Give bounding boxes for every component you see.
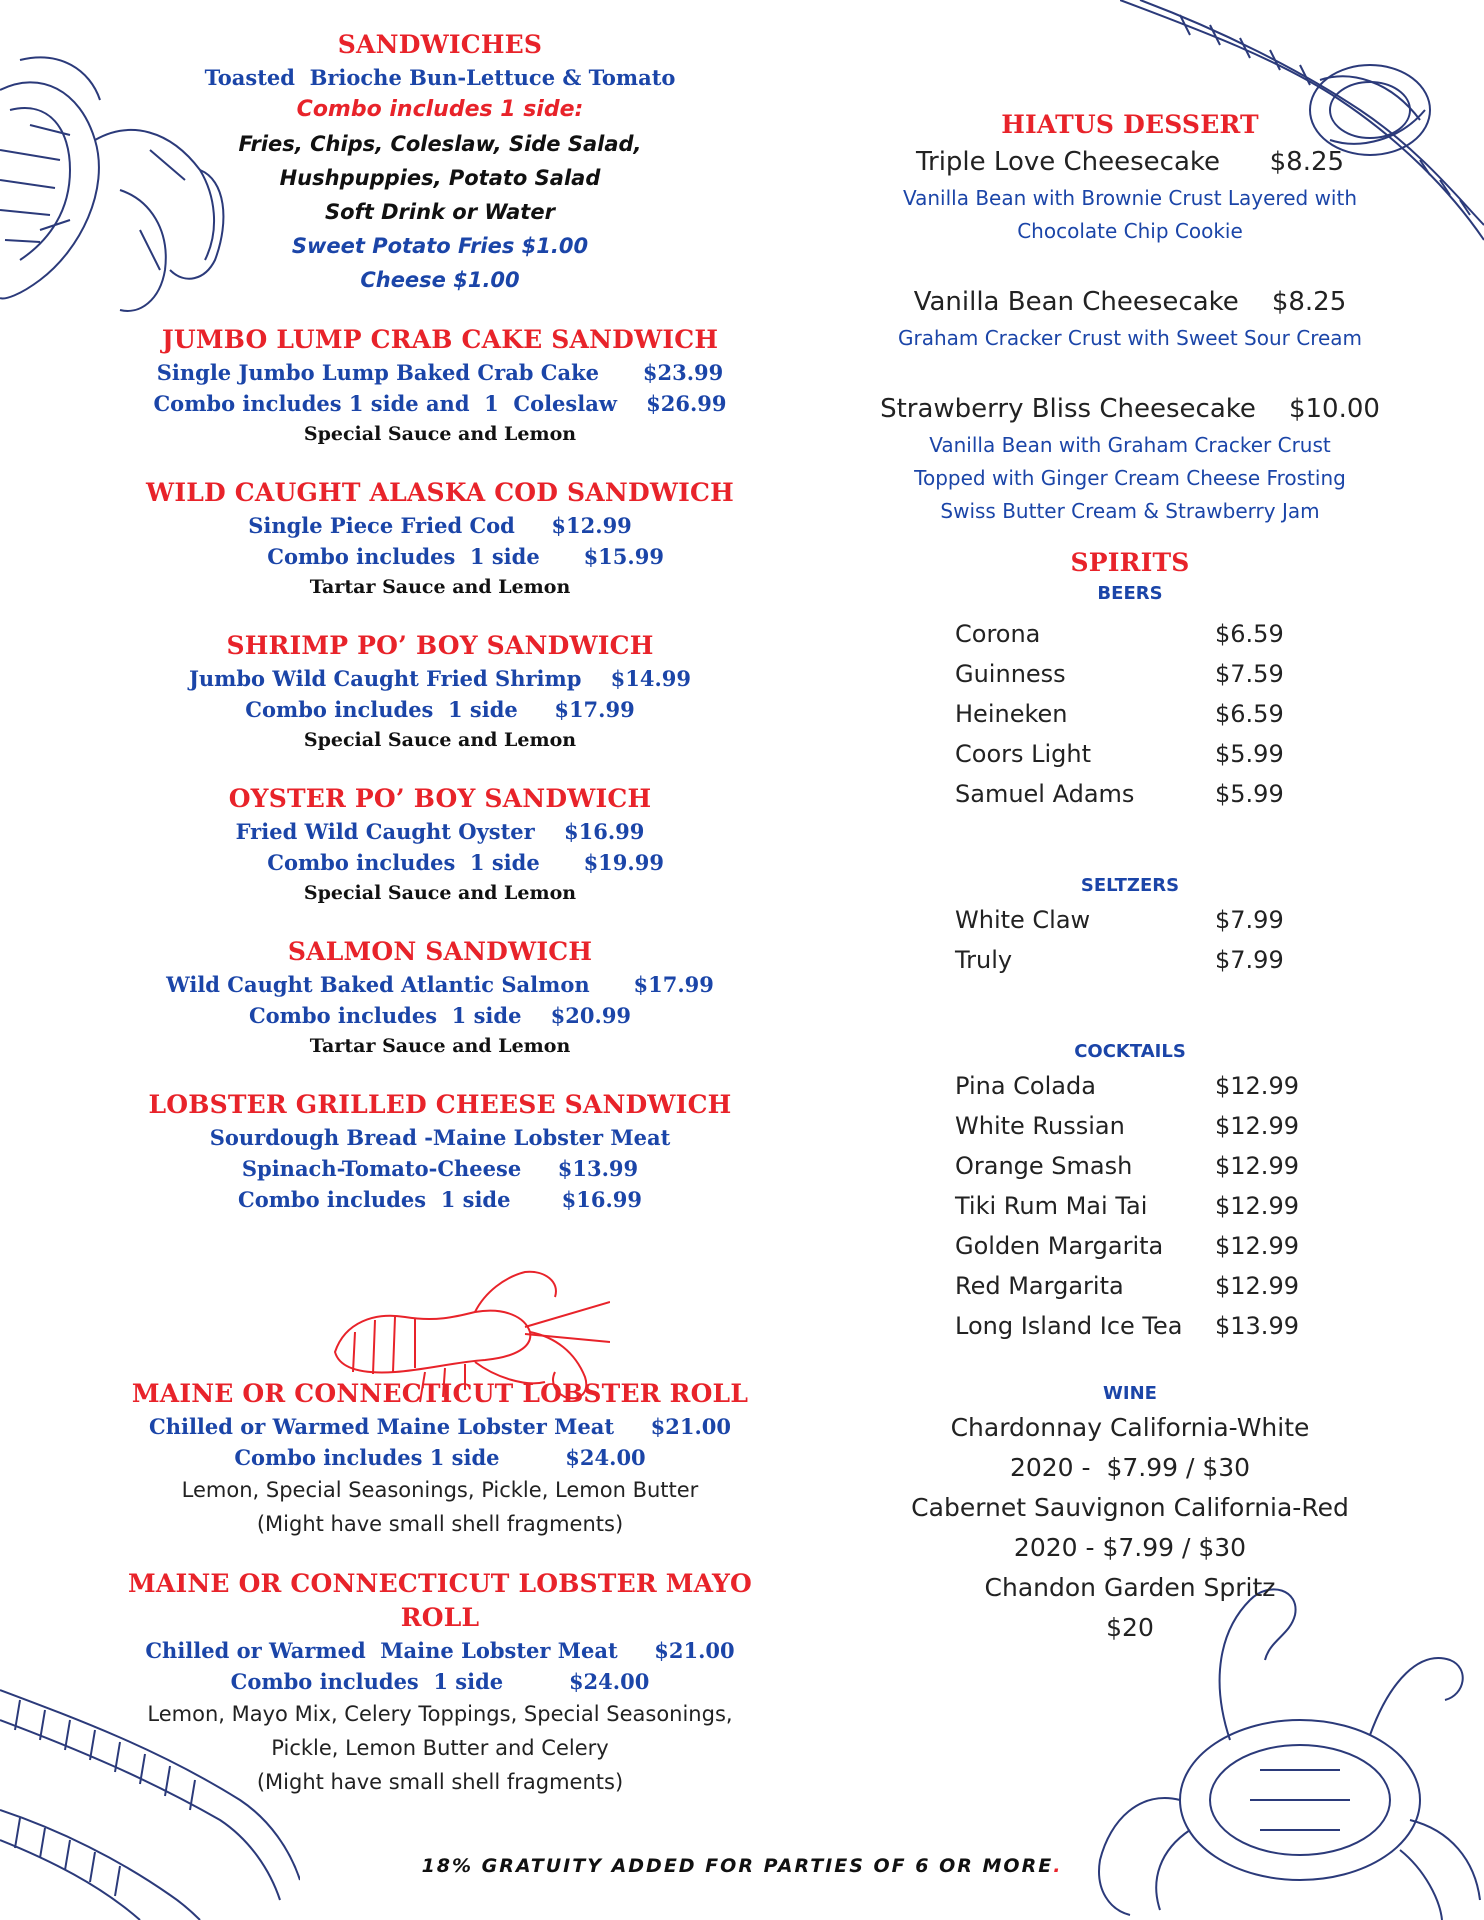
dessert-item-vanilla-bean (790, 282, 1470, 355)
seltzer-row (790, 940, 1470, 980)
item-desc: (Might have small shell fragments) (256, 1770, 624, 1794)
item-title: MAINE OR CONNECTICUT LOBSTER ROLL (131, 1379, 749, 1408)
item-line: Combo includes 1 side and 1 Coleslaw $26.99 (153, 391, 727, 416)
item-title: SALMON SANDWICH (287, 937, 593, 966)
cocktail-row (790, 1266, 1470, 1306)
beer-row (790, 694, 1470, 734)
cocktail-row (790, 1146, 1470, 1186)
item-line: Combo includes 1 side $20.99 (248, 1003, 632, 1028)
wine-line: Chandon Garden Spritz (984, 1573, 1276, 1602)
seltzers-list (790, 900, 1470, 980)
beers-list (790, 614, 1470, 814)
item-line: Combo includes 1 side $15.99 (216, 544, 664, 569)
item-line: Fried Wild Caught Oyster $16.99 (235, 819, 645, 844)
drink-name: Golden Margarita (955, 1232, 1164, 1260)
drink-price: $7.99 (1215, 906, 1284, 934)
bun-description: Toasted Brioche Bun-Lettuce & Tomato (204, 65, 676, 90)
menu-item-lobster-grilled-cheese (100, 1088, 780, 1215)
drink-price: $12.99 (1215, 1272, 1299, 1300)
sandwiches-title: SANDWICHES (337, 30, 543, 59)
drink-price: $12.99 (1215, 1192, 1299, 1220)
dessert-desc: Swiss Butter Cream & Strawberry Jam (940, 499, 1320, 523)
wine-line: 2020 - $7.99 / $30 (1009, 1453, 1251, 1482)
item-line: Spinach-Tomato-Cheese $13.99 (241, 1156, 639, 1181)
menu-item-salmon (100, 935, 780, 1062)
sides-line-1: Fries, Chips, Coleslaw, Side Salad, (238, 132, 642, 156)
item-title: OYSTER PO’ BOY SANDWICH (228, 784, 652, 813)
wine-line: 2020 - $7.99 / $30 (1013, 1533, 1247, 1562)
drink-price: $12.99 (1215, 1072, 1299, 1100)
item-line: Wild Caught Baked Atlantic Salmon $17.99 (166, 972, 714, 997)
item-line: Combo includes 1 side $24.00 (230, 1669, 650, 1694)
item-desc: (Might have small shell fragments) (256, 1512, 624, 1536)
menu-item-lobster-mayo-roll (100, 1567, 780, 1799)
wine-line: Chardonnay California-White (950, 1413, 1310, 1442)
drink-price: $12.99 (1215, 1112, 1299, 1140)
drink-price: $6.59 (1215, 700, 1284, 728)
lobster-illustration-spacer (100, 1215, 780, 1377)
wine-list (790, 1408, 1470, 1648)
drink-price: $5.99 (1215, 780, 1284, 808)
gratuity-footer (0, 1855, 1484, 1877)
item-title: SHRIMP PO’ BOY SANDWICH (226, 631, 654, 660)
cocktails-list (790, 1066, 1470, 1346)
item-line: Single Piece Fried Cod $12.99 (248, 513, 632, 538)
item-title: WILD CAUGHT ALASKA COD SANDWICH (146, 478, 734, 507)
drink-price: $13.99 (1215, 1312, 1299, 1340)
item-line: Sourdough Bread -Maine Lobster Meat (209, 1125, 671, 1150)
item-title: JUMBO LUMP CRAB CAKE SANDWICH (161, 325, 719, 354)
drink-name: Long Island Ice Tea (955, 1312, 1183, 1340)
seltzers-title: SELTZERS (1080, 875, 1180, 896)
item-note: Special Sauce and Lemon (303, 423, 577, 445)
dessert-desc: Chocolate Chip Cookie (1017, 219, 1243, 243)
dessert-name: Triple Love Cheesecake $8.25 (915, 147, 1345, 177)
dessert-spirits-column (790, 108, 1470, 1648)
seltzer-row (790, 900, 1470, 940)
drink-name: Tiki Rum Mai Tai (955, 1192, 1148, 1220)
drink-name: Corona (955, 620, 1041, 648)
beer-row (790, 734, 1470, 774)
item-desc: Lemon, Mayo Mix, Celery Toppings, Special Seasonings, (147, 1702, 733, 1726)
item-note: Tartar Sauce and Lemon (309, 576, 571, 598)
item-note: Tartar Sauce and Lemon (309, 1035, 571, 1057)
menu-item-oyster (100, 782, 780, 909)
item-line: Chilled or Warmed Maine Lobster Meat $21.00 (145, 1638, 735, 1663)
drink-name: Truly (955, 946, 1013, 974)
spirits-section (790, 546, 1470, 1648)
cocktail-row (790, 1186, 1470, 1226)
item-line: Chilled or Warmed Maine Lobster Meat $21.00 (149, 1414, 731, 1439)
drink-name: Heineken (955, 700, 1068, 728)
item-line: Combo includes 1 side $17.99 (245, 697, 635, 722)
menu-item-shrimp (100, 629, 780, 756)
dessert-item-triple-love (790, 142, 1470, 248)
drink-price: $6.59 (1215, 620, 1284, 648)
dessert-desc: Vanilla Bean with Brownie Crust Layered with (902, 186, 1358, 210)
dessert-name: Strawberry Bliss Cheesecake $10.00 (880, 394, 1380, 424)
beer-row (790, 614, 1470, 654)
item-line: Combo includes 1 side $24.00 (234, 1445, 646, 1470)
item-note: Special Sauce and Lemon (303, 729, 577, 751)
item-line: Combo includes 1 side $19.99 (216, 850, 664, 875)
cocktail-row (790, 1226, 1470, 1266)
beers-title: BEERS (1097, 583, 1163, 604)
drink-name: Pina Colada (955, 1072, 1096, 1100)
drink-name: White Claw (955, 906, 1091, 934)
menu-item-cod (100, 476, 780, 603)
drink-name: Guinness (955, 660, 1066, 688)
sides-line-2: Hushpuppies, Potato Salad (279, 166, 601, 190)
menu-item-crab-cake (100, 323, 780, 450)
item-line: Single Jumbo Lump Baked Crab Cake $23.99 (156, 360, 724, 385)
upcharge-sweet-potato: Sweet Potato Fries $1.00 (291, 234, 589, 258)
dessert-item-strawberry-bliss (790, 389, 1470, 528)
item-title: MAINE OR CONNECTICUT LOBSTER MAYO ROLL (128, 1569, 752, 1632)
cocktails-title: COCKTAILS (1074, 1041, 1186, 1062)
dessert-desc: Vanilla Bean with Graham Cracker Crust (929, 433, 1331, 457)
drink-name: White Russian (955, 1112, 1125, 1140)
item-title: LOBSTER GRILLED CHEESE SANDWICH (148, 1090, 732, 1119)
beer-row (790, 774, 1470, 814)
wine-line: $20 (1106, 1613, 1154, 1642)
gratuity-text: 18% GRATUITY ADDED FOR PARTIES OF 6 OR MORE (421, 1855, 1054, 1877)
sandwiches-column (100, 28, 780, 1799)
combo-note: Combo includes 1 side: (296, 97, 584, 122)
item-line: Jumbo Wild Caught Fried Shrimp $14.99 (188, 666, 692, 691)
drink-price: $7.59 (1215, 660, 1284, 688)
wine-title: WINE (1103, 1383, 1157, 1404)
menu-item-lobster-roll (100, 1377, 780, 1541)
dessert-name: Vanilla Bean Cheesecake $8.25 (913, 287, 1347, 317)
drink-name: Orange Smash (955, 1152, 1133, 1180)
dessert-title: HIATUS DESSERT (1001, 110, 1259, 139)
dessert-desc: Graham Cracker Crust with Sweet Sour Cream (897, 326, 1363, 350)
drink-price: $7.99 (1215, 946, 1284, 974)
cocktail-row (790, 1066, 1470, 1106)
gratuity-period: . (1053, 1855, 1063, 1877)
item-desc: Lemon, Special Seasonings, Pickle, Lemon Butter (181, 1478, 699, 1502)
cocktail-row (790, 1306, 1470, 1346)
drink-price: $12.99 (1215, 1232, 1299, 1260)
dessert-desc: Topped with Ginger Cream Cheese Frosting (914, 466, 1346, 490)
spirits-title: SPIRITS (1070, 548, 1190, 577)
sides-line-3: Soft Drink or Water (325, 200, 555, 224)
drink-name: Samuel Adams (955, 780, 1135, 808)
item-note: Special Sauce and Lemon (303, 882, 577, 904)
drink-price: $12.99 (1215, 1152, 1299, 1180)
cocktail-row (790, 1106, 1470, 1146)
beer-row (790, 654, 1470, 694)
drink-name: Red Margarita (955, 1272, 1124, 1300)
drink-name: Coors Light (955, 740, 1092, 768)
drink-price: $5.99 (1215, 740, 1284, 768)
upcharge-cheese: Cheese $1.00 (360, 268, 520, 292)
item-line: Combo includes 1 side $16.99 (237, 1187, 643, 1212)
item-desc: Pickle, Lemon Butter and Celery (271, 1736, 609, 1760)
wine-line: Cabernet Sauvignon California-Red (911, 1493, 1349, 1522)
